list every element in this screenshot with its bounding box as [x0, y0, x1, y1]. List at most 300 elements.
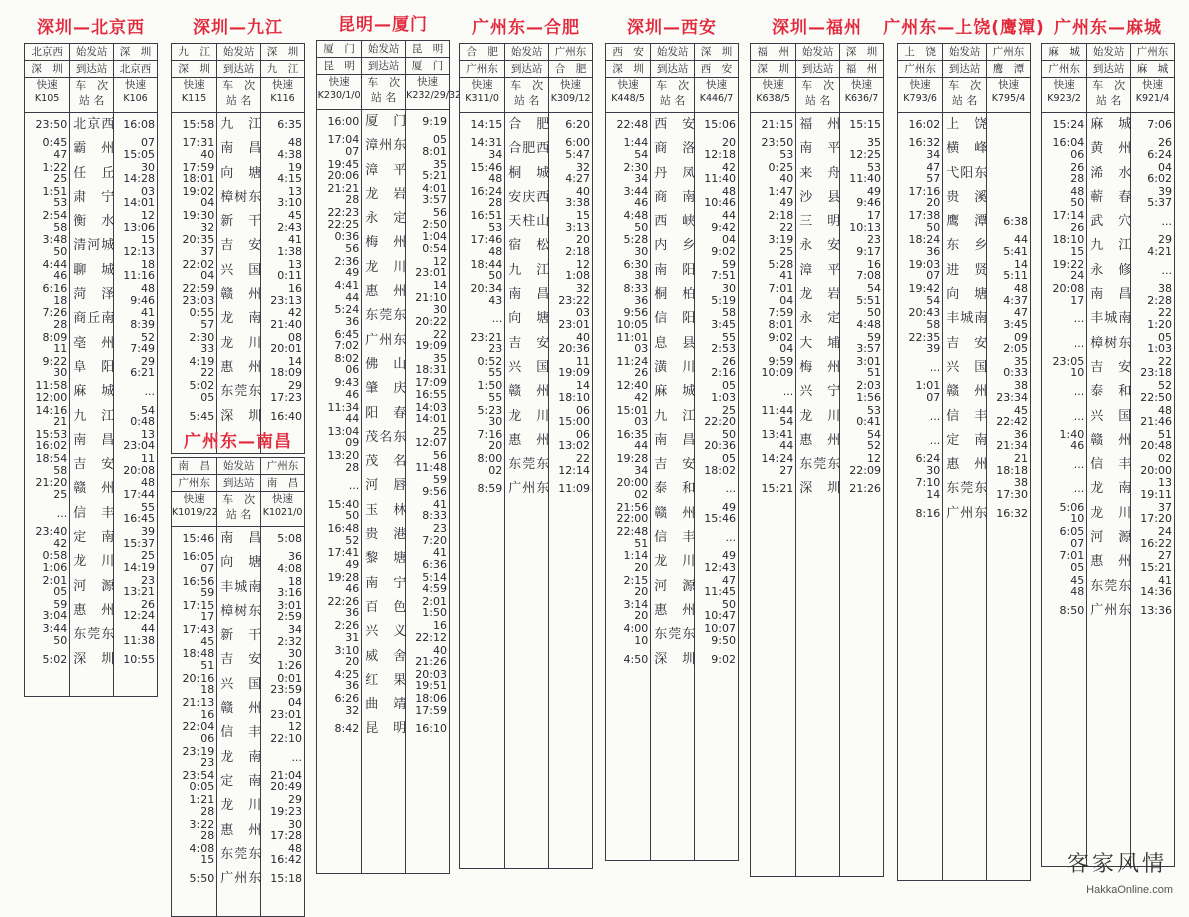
up-time: 32 4:27 — [549, 162, 593, 186]
train-no-label: 车 次 — [948, 79, 982, 92]
up-time: 30 5:19 — [695, 283, 739, 307]
up-time: 35 18:31 — [406, 353, 450, 377]
train-no-label: 车 次 — [222, 493, 256, 506]
up-time: 1:04 0:54 — [406, 231, 450, 255]
right-train-cell — [987, 78, 1031, 113]
station-name: 广州东 — [1087, 599, 1131, 623]
down-time: 23:40 42 — [25, 526, 70, 550]
right-train-cell — [840, 78, 884, 113]
train-type: 快速 — [706, 79, 728, 91]
station-name: 向 塘 — [217, 162, 261, 186]
up-time: 3:01 51 — [840, 356, 884, 380]
down-time: 18:24 36 — [898, 234, 943, 258]
up-time: 48 10:46 — [695, 186, 739, 210]
table-row — [317, 669, 450, 693]
station-name: 威 舍 — [362, 645, 406, 669]
table-row — [606, 186, 739, 210]
table-row — [1042, 234, 1175, 258]
station-name: 东 乡 — [943, 234, 987, 258]
down-time: 4:48 50 — [606, 210, 651, 234]
up-time: 04 23:01 — [261, 697, 305, 721]
train-type: 快速 — [1142, 79, 1164, 91]
up-time: 32 23:22 — [549, 283, 593, 307]
down-time: 0:52 55 — [460, 356, 505, 380]
train-type: 快速 — [998, 79, 1020, 91]
up-time: 05 1:03 — [695, 380, 739, 404]
up-time: 26 12:24 — [114, 599, 158, 623]
table-row — [606, 307, 739, 331]
table-row — [25, 259, 158, 283]
table-row — [898, 234, 1031, 258]
column-header — [796, 78, 840, 113]
down-time: 0:58 1:06 — [25, 550, 70, 574]
table-row — [606, 502, 739, 526]
table-row — [1042, 575, 1175, 599]
table-row — [317, 159, 450, 183]
up-time: 13:36 — [1131, 599, 1175, 623]
up-time: 50 20:36 — [695, 429, 739, 453]
table-row — [460, 356, 593, 380]
station-name: 菏 泽 — [70, 283, 114, 307]
station-name: 合 肥 — [505, 113, 549, 138]
down-time: 17:38 50 — [898, 210, 943, 234]
train-number: K448/5 — [611, 93, 645, 104]
station-name: 合肥西 — [505, 137, 549, 161]
station-name: 河 唇 — [362, 474, 406, 498]
blank-row — [606, 672, 739, 861]
up-time: 36 21:34 — [987, 429, 1031, 453]
station-name: 北京西 — [70, 113, 114, 138]
station-label: 站 名 — [804, 94, 831, 107]
up-time: 41 8:33 — [406, 499, 450, 523]
down-time: 3:44 46 — [606, 186, 651, 210]
down-time: 1:14 20 — [606, 550, 651, 574]
header-cell: 昆 明 — [406, 41, 450, 58]
station-name: 佛 山 — [362, 353, 406, 377]
table-row — [317, 353, 450, 377]
down-time: 1:47 49 — [751, 186, 796, 210]
up-time: 11:09 — [549, 477, 593, 501]
station-name: 肇 庆 — [362, 377, 406, 401]
train-no-label: 车 次 — [1092, 79, 1126, 92]
table-row — [606, 356, 739, 380]
down-time: 21:13 16 — [172, 697, 217, 721]
up-time: 37 17:20 — [1131, 502, 1175, 526]
watermark-logo: 客家风情 — [1066, 852, 1167, 877]
up-time: 52 7:49 — [114, 332, 158, 356]
station-name: 梅 州 — [796, 356, 840, 380]
train-type: 快速 — [560, 79, 582, 91]
down-time: 16:32 34 — [898, 137, 943, 161]
left-train-cell — [606, 78, 651, 113]
down-time: 16:24 28 — [460, 186, 505, 210]
station-name: 广州东 — [943, 502, 987, 526]
station-name: 赣 州 — [943, 380, 987, 404]
header-cell: 深 圳 — [261, 44, 305, 61]
header-cell: 到达站 — [70, 61, 114, 78]
left-train-cell — [460, 78, 505, 113]
down-time: 1:44 54 — [606, 137, 651, 161]
up-time: 24 16:22 — [1131, 526, 1175, 550]
down-time: 0:36 56 — [317, 231, 362, 255]
station-name: 梅 州 — [362, 231, 406, 255]
table-row — [898, 307, 1031, 331]
station-name: 兴 国 — [943, 356, 987, 380]
up-time: 03 23:01 — [549, 307, 593, 331]
up-time: 40 3:38 — [549, 186, 593, 210]
station-name: 河 源 — [70, 575, 114, 599]
up-time: 20:03 19:51 — [406, 669, 450, 693]
up-time: 18 3:16 — [261, 576, 305, 600]
header-cell: 广州东 — [898, 61, 943, 78]
table-row — [606, 575, 739, 599]
table-row — [606, 477, 739, 501]
station-name: 向 塘 — [505, 307, 549, 331]
table-row — [460, 453, 593, 477]
up-time: 38 2:28 — [1131, 283, 1175, 307]
blank-row — [1042, 623, 1175, 867]
station-name: 龙 川 — [651, 550, 695, 574]
station-name: 吉 安 — [505, 332, 549, 356]
table-row — [751, 259, 884, 283]
down-time: 0:25 40 — [751, 162, 796, 186]
station-name: 漳 平 — [362, 159, 406, 183]
down-time: ... — [1042, 332, 1087, 356]
down-time: 9:02 04 — [751, 332, 796, 356]
route-title: 广州东—南昌 — [184, 432, 292, 452]
up-time: 48 16:42 — [261, 843, 305, 867]
station-name: 深 圳 — [70, 648, 114, 672]
up-time: 38 17:30 — [987, 477, 1031, 501]
header-cell: 始发站 — [362, 41, 406, 58]
up-time: ... — [695, 477, 739, 501]
down-time: 4:00 10 — [606, 623, 651, 647]
down-time: 16:35 44 — [606, 429, 651, 453]
table-row — [317, 596, 450, 620]
up-time: 29 19:23 — [261, 794, 305, 818]
timetable-grid — [171, 457, 305, 917]
down-time: 11:44 54 — [751, 405, 796, 429]
down-time: 0:55 57 — [172, 307, 217, 331]
table-row — [1042, 550, 1175, 574]
station-name: 兴 国 — [217, 673, 261, 697]
timetable-grid — [750, 43, 884, 877]
up-time: 15:06 — [695, 113, 739, 138]
table-row — [25, 405, 158, 429]
down-time: 20:34 43 — [460, 283, 505, 307]
down-time: 5:28 30 — [606, 234, 651, 258]
header-cell: 深 圳 — [172, 61, 217, 78]
station-name: 鹰 潭 — [943, 210, 987, 234]
down-time: 17:16 20 — [898, 186, 943, 210]
station-name: 南 平 — [796, 137, 840, 161]
station-name: 深 圳 — [796, 477, 840, 501]
up-time: 29 17:23 — [261, 380, 305, 404]
train-type: 快速 — [762, 79, 784, 91]
up-time: 35 0:33 — [987, 356, 1031, 380]
station-label: 站 名 — [659, 94, 686, 107]
station-name: 阜 阳 — [70, 356, 114, 380]
down-time: 19:42 54 — [898, 283, 943, 307]
station-name: 息 县 — [651, 332, 695, 356]
station-name: 南 昌 — [217, 137, 261, 161]
down-time: 19:22 24 — [1042, 259, 1087, 283]
station-name: 曲 靖 — [362, 693, 406, 717]
column-header — [217, 78, 261, 113]
header-cell: 厦 门 — [317, 41, 362, 58]
blank-cell — [943, 526, 987, 881]
station-name: 龙 川 — [505, 405, 549, 429]
header-cell: 始发站 — [505, 44, 549, 61]
down-time: 1:22 25 — [25, 162, 70, 186]
down-time: 15:01 03 — [606, 405, 651, 429]
table-row — [172, 162, 305, 186]
station-name: 南 昌 — [1087, 283, 1131, 307]
table-row — [172, 137, 305, 161]
down-time: 8:42 — [317, 717, 362, 741]
station-name: 贵 港 — [362, 523, 406, 547]
column-header — [1087, 78, 1131, 113]
station-label: 站 名 — [225, 508, 252, 521]
down-time: 8:33 36 — [606, 283, 651, 307]
down-time: 2:15 20 — [606, 575, 651, 599]
station-name: 麻 城 — [1087, 113, 1131, 138]
table-row — [460, 162, 593, 186]
header-cell: 九 江 — [261, 61, 305, 78]
station-name: 大 埔 — [796, 332, 840, 356]
down-time: 47 57 — [898, 162, 943, 186]
right-train-cell — [1131, 78, 1175, 113]
up-time: 45 2:43 — [261, 210, 305, 234]
header-cell: 西 安 — [606, 44, 651, 61]
table-row — [1042, 453, 1175, 477]
down-time: 3:48 50 — [25, 234, 70, 258]
table-row — [1042, 332, 1175, 356]
up-time: 13 0:11 — [261, 259, 305, 283]
station-name: 樟树东 — [217, 186, 261, 210]
train-type: 快速 — [471, 79, 493, 91]
station-name: 南 昌 — [217, 527, 261, 552]
up-time: 41 14:36 — [1131, 575, 1175, 599]
up-time: 14:03 14:01 — [406, 402, 450, 426]
up-time — [987, 162, 1031, 186]
header-cell: 始发站 — [651, 44, 695, 61]
table-row — [898, 259, 1031, 283]
down-time: 4:44 46 — [25, 259, 70, 283]
up-time: 22 23:18 — [1131, 356, 1175, 380]
station-name: 河 源 — [651, 575, 695, 599]
up-time: 2:01 1:50 — [406, 596, 450, 620]
up-time: 56 11:48 — [406, 450, 450, 474]
header-cell: 南 昌 — [261, 475, 305, 492]
table-row — [460, 113, 593, 138]
header-cell: 西 安 — [695, 61, 739, 78]
table-row — [1042, 113, 1175, 138]
left-train-cell — [25, 78, 70, 113]
train-no-label: 车 次 — [510, 79, 544, 92]
header-cell: 福 州 — [840, 61, 884, 78]
column-header — [217, 492, 261, 527]
station-label: 站 名 — [951, 94, 978, 107]
timetable-grid — [171, 43, 305, 454]
station-name: 深 圳 — [651, 648, 695, 672]
table-row — [898, 283, 1031, 307]
station-name: 定 南 — [943, 429, 987, 453]
station-name: 天柱山 — [505, 210, 549, 234]
down-time: 19:30 32 — [172, 210, 217, 234]
station-name: 肃 宁 — [70, 186, 114, 210]
header-cell: 到达站 — [796, 61, 840, 78]
up-time: 9:19 — [406, 110, 450, 135]
table-row — [1042, 137, 1175, 161]
down-time: 1:40 46 — [1042, 429, 1087, 453]
down-time: 16:02 — [898, 113, 943, 138]
station-name: 麻 城 — [651, 380, 695, 404]
train-type: 快速 — [183, 493, 205, 505]
table-row — [25, 429, 158, 453]
down-time: 2:26 31 — [317, 620, 362, 644]
table-row — [898, 186, 1031, 210]
table-row — [1042, 259, 1175, 283]
up-time: 04 6:02 — [1131, 162, 1175, 186]
down-time: 3:22 28 — [172, 819, 217, 843]
down-time: 4:08 15 — [172, 843, 217, 867]
down-time: ... — [1042, 380, 1087, 404]
station-name: 惠 州 — [217, 356, 261, 380]
station-name: 樟树东 — [217, 600, 261, 624]
table-row — [172, 576, 305, 600]
right-train-cell — [261, 492, 305, 527]
up-time: 20 12:18 — [695, 137, 739, 161]
blank-row — [898, 526, 1031, 881]
table-row — [898, 332, 1031, 356]
table-row — [460, 307, 593, 331]
station-name: 丰城南 — [217, 576, 261, 600]
timetable — [171, 18, 305, 454]
station-name: 桐 柏 — [651, 283, 695, 307]
table-row — [25, 162, 158, 186]
station-name: 惠 州 — [943, 453, 987, 477]
station-name: 樟树东 — [1087, 332, 1131, 356]
up-time: 22 19:09 — [406, 329, 450, 353]
table-row — [606, 380, 739, 404]
station-name: 惠 州 — [217, 819, 261, 843]
right-train-cell — [406, 75, 462, 110]
up-time: 41 8:39 — [114, 307, 158, 331]
down-time: 4:19 22 — [172, 356, 217, 380]
station-name: 信 丰 — [943, 405, 987, 429]
down-time: 20:08 17 — [1042, 283, 1087, 307]
up-time: 15 3:13 — [549, 210, 593, 234]
station-name: 黄 州 — [1087, 137, 1131, 161]
down-time: 20:00 02 — [606, 477, 651, 501]
blank-row — [751, 502, 884, 877]
up-time: 06 15:00 — [549, 405, 593, 429]
table-row — [751, 283, 884, 307]
station-name: 茂名东 — [362, 426, 406, 450]
header-cell: 到达站 — [217, 61, 261, 78]
up-time: 30 14:28 — [114, 162, 158, 186]
station-name: 龙 川 — [217, 332, 261, 356]
table-row — [606, 429, 739, 453]
station-name: 南 昌 — [70, 429, 114, 453]
table-row — [25, 477, 158, 501]
station-name: 吉 安 — [217, 648, 261, 672]
up-time: 48 21:46 — [1131, 405, 1175, 429]
header-cell: 昆 明 — [317, 58, 362, 75]
watermark-url: HakkaOnline.com — [1086, 884, 1173, 896]
down-time: 15:24 — [1042, 113, 1087, 138]
up-time: 16:32 — [987, 502, 1031, 526]
down-time: 17:46 48 — [460, 234, 505, 258]
down-time: 22:48 51 — [606, 526, 651, 550]
table-row — [172, 405, 305, 429]
header-cell: 始发站 — [217, 458, 261, 475]
station-name: 惠 州 — [1087, 550, 1131, 574]
table-row — [317, 547, 450, 571]
station-name: 吉 安 — [943, 332, 987, 356]
table-row — [317, 110, 450, 135]
table-row — [172, 721, 305, 745]
station-name: 广州东 — [217, 867, 261, 891]
down-time: 2:36 49 — [317, 256, 362, 280]
up-time: 25 14:19 — [114, 550, 158, 574]
down-time: 2:54 58 — [25, 210, 70, 234]
down-time: 14:24 27 — [751, 453, 796, 477]
route-title: 广州东—上饶(鹰潭) — [883, 18, 1045, 38]
down-time: 16:00 — [317, 110, 362, 135]
table-row — [751, 453, 884, 477]
table-row — [317, 572, 450, 596]
blank-cell — [406, 742, 450, 874]
up-time: 59 3:57 — [840, 332, 884, 356]
station-name: 兴 宁 — [796, 380, 840, 404]
down-time: 15:40 50 — [317, 499, 362, 523]
down-time: 19:28 46 — [317, 572, 362, 596]
blank-cell — [362, 742, 406, 874]
down-time: 14:15 — [460, 113, 505, 138]
column-header — [505, 78, 549, 113]
down-time: 19:45 20:06 — [317, 159, 362, 183]
station-name: 惠 州 — [505, 429, 549, 453]
left-train-cell — [172, 492, 217, 527]
table-row — [172, 794, 305, 818]
train-number: K923/2 — [1047, 93, 1081, 104]
up-time: 47 11:45 — [695, 575, 739, 599]
up-time: ... — [1131, 259, 1175, 283]
down-time: 8:02 06 — [317, 353, 362, 377]
table-row — [317, 256, 450, 280]
up-time: 9:02 — [695, 648, 739, 672]
station-name: 深 圳 — [217, 405, 261, 429]
down-time: 2:30 33 — [172, 332, 217, 356]
down-time: 17:43 45 — [172, 624, 217, 648]
table-row — [25, 623, 158, 647]
station-name: 九 江 — [651, 405, 695, 429]
station-name: 永 安 — [796, 234, 840, 258]
up-time: 36 4:08 — [261, 551, 305, 575]
table-row — [1042, 307, 1175, 331]
table-row — [1042, 599, 1175, 623]
header-cell: 深 圳 — [606, 61, 651, 78]
table-row — [898, 356, 1031, 380]
up-time: 16:10 — [406, 717, 450, 741]
station-name: 新 干 — [217, 624, 261, 648]
up-time: 17:09 16:55 — [406, 377, 450, 401]
down-time: 1:01 07 — [898, 380, 943, 404]
header-cell: 到达站 — [362, 58, 406, 75]
station-name: 东莞东 — [217, 843, 261, 867]
